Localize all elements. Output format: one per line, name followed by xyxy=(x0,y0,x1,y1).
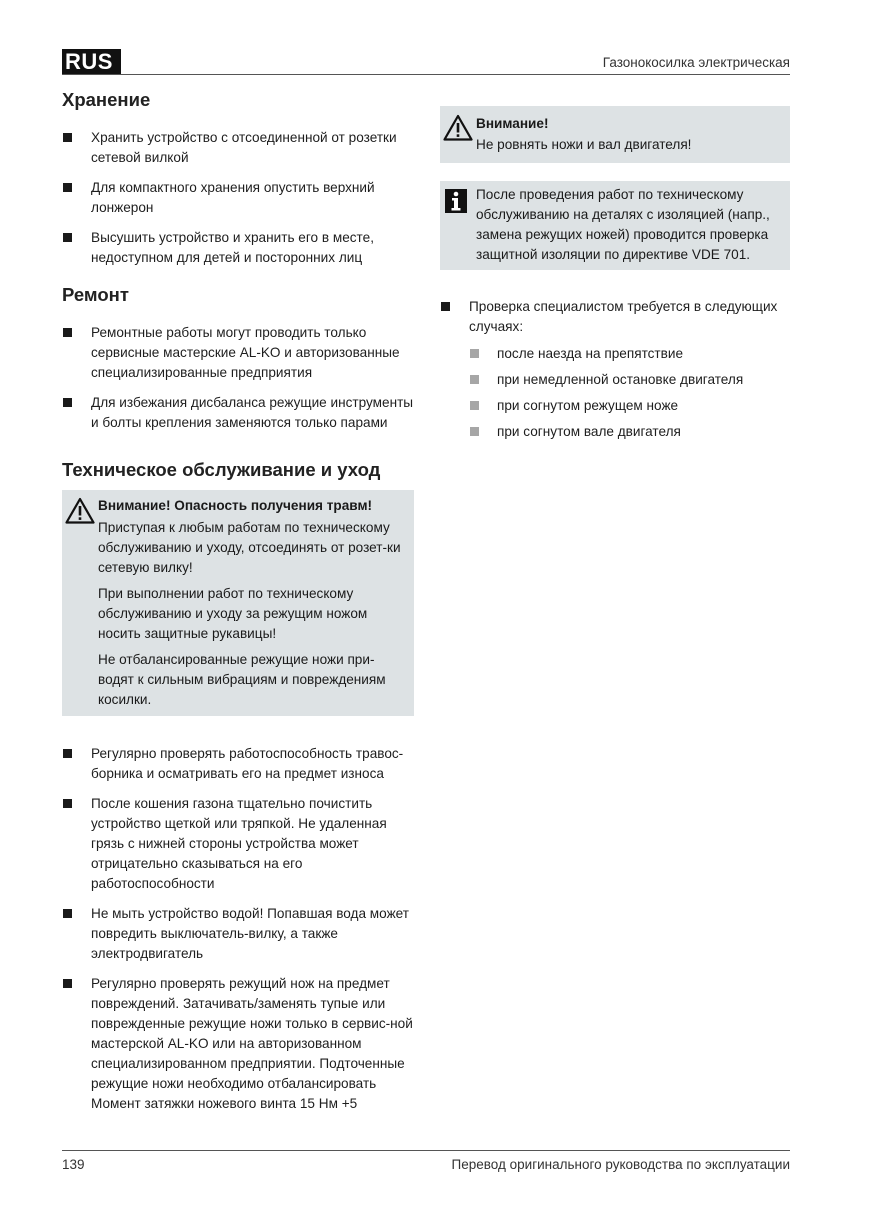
inspection-list xyxy=(440,297,790,442)
warning-title: Внимание! xyxy=(476,116,549,131)
sub-list-item: после наезда на препятствие xyxy=(469,344,790,364)
bullet-square-icon xyxy=(470,427,479,436)
page-footer xyxy=(62,1150,790,1174)
list-item: Не мыть устройство водой! Попавшая вода может повредить выключатель-вилку, а также электродвигатель xyxy=(62,904,414,964)
bullet-square-icon xyxy=(63,749,72,758)
storage-list xyxy=(62,128,414,268)
warning-paragraph: Не отбалансированные режущие ножи при-водят к сильным вибрациям и повреждениям косилки. xyxy=(98,652,386,707)
list-item: Хранить устройство с отсоединенной от розетки сетевой вилкой xyxy=(62,128,414,168)
repair-heading: Ремонт xyxy=(62,284,129,305)
bullet-square-icon xyxy=(63,398,72,407)
footer-text: Перевод оригинального руководства по эксплуатации xyxy=(451,1157,790,1172)
list-item: Проверка специалистом требуется в следующих случаях: после наезда на препятствие при немедленной остановке двигателя при согнутом режущем ноже при согнутом вале двигателя xyxy=(440,297,790,442)
info-text: После проведения работ по техническому обслуживанию на деталях с изоляцией (напр., замена режущих ножей) проводится проверка защитной изоляции по директиве VDE 701. xyxy=(476,187,770,262)
maintenance-list xyxy=(62,744,414,1114)
bullet-square-icon xyxy=(470,375,479,384)
document-title: Газонокосилка электрическая xyxy=(602,55,790,70)
left-column xyxy=(62,88,414,1114)
storage-heading: Хранение xyxy=(62,89,151,110)
list-item: Высушить устройство и хранить его в месте, недоступном для детей и посторонних лиц xyxy=(62,228,414,268)
sub-list-item: при немедленной остановке двигателя xyxy=(469,370,790,390)
blade-warning-box xyxy=(440,106,790,163)
bullet-square-icon xyxy=(63,328,72,337)
bullet-square-icon xyxy=(441,302,450,311)
bullet-square-icon xyxy=(63,909,72,918)
bullet-square-icon xyxy=(63,799,72,808)
list-item: Регулярно проверять работоспособность травос-борника и осматривать его на предмет износа xyxy=(62,744,414,784)
sub-list-item: при согнутом режущем ноже xyxy=(469,396,790,416)
bullet-square-icon xyxy=(63,183,72,192)
warning-paragraph: При выполнении работ по техническому обслуживанию и уходу за режущим ножом носить защитные рукавицы! xyxy=(98,586,368,641)
list-item: Регулярно проверять режущий нож на предмет повреждений. Затачивать/заменять тупые или поврежденные режущие ножи только в сервис-ной мастерской AL-KO или на авторизованном специализированном предприятии. Подточенные режущие ножи необходимо отбалансировать Момент затяжки ножевого винта 15 Нм +5 xyxy=(62,974,414,1114)
injury-warning-box xyxy=(62,490,414,716)
warning-title: Внимание! Опасность получения травм! xyxy=(98,498,373,513)
list-item: После кошения газона тщательно почистить устройство щеткой или тряпкой. Не удаленная грязь с нижней стороны устройства может отрицательно сказываться на его работоспособности xyxy=(62,794,414,894)
info-box xyxy=(440,181,790,270)
right-column xyxy=(440,106,790,448)
list-item: Ремонтные работы могут проводить только сервисные мастерские AL-KO и авторизованные специализированные предприятия xyxy=(62,323,414,383)
warning-triangle-icon xyxy=(65,497,95,524)
sub-list-item: при согнутом вале двигателя xyxy=(469,422,790,442)
repair-list xyxy=(62,323,414,433)
warning-text: Не ровнять ножи и вал двигателя! xyxy=(476,137,692,152)
bullet-square-icon xyxy=(63,233,72,242)
maintenance-heading: Техническое обслуживание и уход xyxy=(62,459,381,480)
language-badge: RUS xyxy=(62,49,121,74)
warning-triangle-icon xyxy=(443,114,473,141)
page-header xyxy=(62,47,790,75)
list-item: Для избежания дисбаланса режущие инструменты и болты крепления заменяются только парами xyxy=(62,393,414,433)
warning-paragraph: Приступая к любым работам по техническому обслуживанию и уходу, отсоединять от розет-ки сетевую вилку! xyxy=(98,520,401,575)
bullet-square-icon xyxy=(63,133,72,142)
list-item: Для компактного хранения опустить верхний лонжерон xyxy=(62,178,414,218)
bullet-square-icon xyxy=(470,349,479,358)
page-number: 139 xyxy=(62,1157,85,1172)
info-icon xyxy=(445,189,467,213)
bullet-square-icon xyxy=(63,979,72,988)
inspection-cases xyxy=(469,344,790,442)
bullet-square-icon xyxy=(470,401,479,410)
